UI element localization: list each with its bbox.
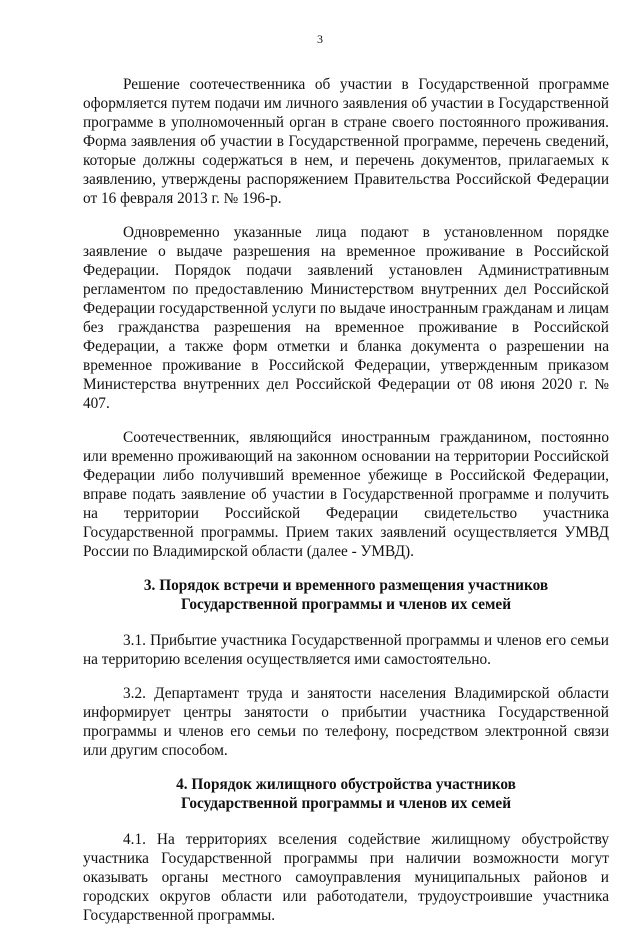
paragraph-4-1: 4.1. На территориях вселения содействие жилищному обустройству участника Государственной программы при наличии возможности могут оказывать органы местного самоуправления муниципальных районов и городских округов области или работодатели, трудоустроившие участника Государственной программы. <box>83 831 609 924</box>
page-number: 3 <box>317 32 323 46</box>
section-3-heading <box>83 576 609 614</box>
section-4-title-line-1: 4. Порядок жилищного обустройства участников <box>176 776 516 793</box>
paragraph-3-2: 3.2. Департамент труда и занятости населения Владимирской области информирует центры занятости о прибытии участника Государственной программы и членов его семьи по телефону, посредством электронной связи или другим способом. <box>83 685 609 759</box>
section-3-title-line-2: Государственной программы и членов их семей <box>180 596 512 613</box>
section-4-title-line-2: Государственной программы и членов их семей <box>180 795 512 812</box>
document-body <box>83 75 609 940</box>
paragraph-application-decision: Решение соотечественника об участии в Государственной программе оформляется путем подачи им личного заявления об участии в Государственной программе в уполномоченный орган в стране своего постоянного проживания. Форма заявления об участии в Государственной программе, перечень сведений, которые должны содержаться в нем, и перечень документов, прилагаемых к заявлению, утверждены распоряжением Правительства Российской Федерации от 16 февраля 2013 г. № 196-р. <box>83 76 609 207</box>
section-3-title-line-1: 3. Порядок встречи и временного размещения участников <box>143 577 549 594</box>
paragraph-foreign-citizen: Соотечественник, являющийся иностранным гражданином, постоянно или временно проживающий на законном основании на территории Российской Федерации либо получивший временное убежище в Российской Федерации, вправе подать заявление об участии в Государственной программе и получить на территории Российской Федерации свидетельство участника Государственной программы. Прием таких заявлений осуществляется УМВД России по Владимирской области (далее - УМВД). <box>83 429 609 560</box>
section-4-heading <box>83 775 609 813</box>
paragraph-3-1: 3.1. Прибытие участника Государственной программы и членов его семьи на территорию вселения осуществляется ими самостоятельно. <box>83 632 609 668</box>
paragraph-temporary-residence: Одновременно указанные лица подают в установленном порядке заявление о выдаче разрешения на временное проживание в Российской Федерации. Порядок подачи заявлений установлен Административным регламентом по предоставлению Министерством внутренних дел Российской Федерации государственной услуги по выдаче иностранным гражданам и лицам без гражданства разрешения на временное проживание в Российской Федерации, а также форм отметки и бланка документа о разрешении на временное проживание в Российской Федерации, утвержденным приказом Министерства внутренних дел Российской Федерации от 08 июня 2020 г. № 407. <box>83 224 609 412</box>
